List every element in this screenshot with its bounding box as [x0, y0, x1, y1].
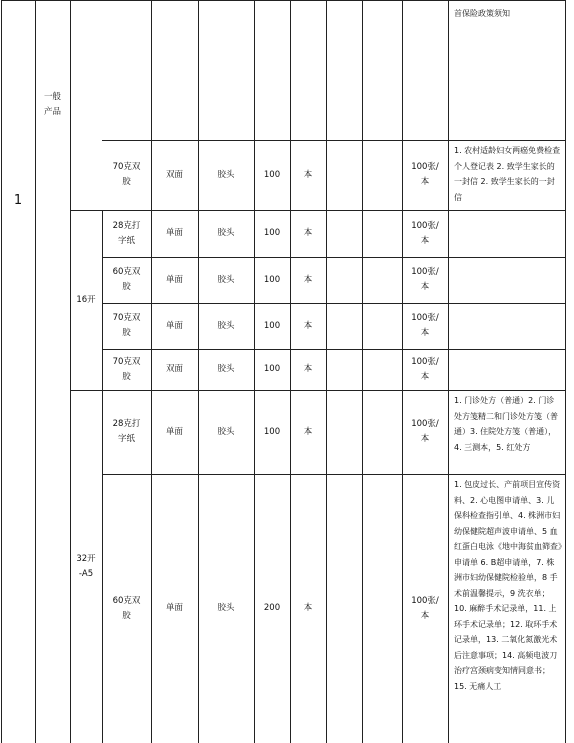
sequence-number: 1 [13, 192, 23, 208]
form-list-note: 1. 包皮过长、产前项目宣传资料、2. 心电图申请单、3. 儿保科检查指引单、4. 株洲市妇幼保健院超声波申请单、5 血红蛋白电泳《地中海贫血筛查》申请单 6. B超申请单，7. 株洲市妇幼保健院检验单，8 手术前温馨提示，9 洗衣单；10. 麻醉手术记录单，11. 上环手术记录单；12. 取环手术记录单，13. 二氧化氮激光术后注意事项；14. 高频电波刀治疗宫颈病变知情同意书；15. 无痛人工 [454, 480, 562, 691]
binding: 胶头 [217, 426, 235, 437]
print-sides: 单面 [165, 228, 183, 238]
form-list-note: 1. 农村适龄妇女两癌免费检查个人登记表 2. 致学生家长的一封信 2. 致学生家长的一封信 [454, 146, 561, 202]
table-border-right [565, 0, 566, 743]
paper-type: 70克双 胶 [112, 162, 141, 187]
top-note: 首保险政策须知 [454, 9, 510, 18]
pack-spec: 100张/ 本 [411, 267, 439, 292]
pack-spec: 100张/ 本 [411, 313, 439, 338]
quantity: 100 [263, 169, 281, 180]
unit: 本 [303, 603, 313, 613]
print-sides: 双面 [165, 169, 183, 180]
table-line [362, 0, 363, 743]
size-label-32k-a5: 32开 -A5 [76, 553, 96, 579]
pack-spec: 100张/ 本 [411, 595, 439, 621]
binding: 胶头 [217, 274, 235, 285]
form-list-note: 1. 门诊处方（普通）2. 门诊处方笺精二和门诊处方笺（普通）3. 住院处方笺（普通），4. 三测本，5. 红处方 [454, 396, 558, 452]
paper-type: 70克双 胶 [112, 356, 141, 382]
binding: 胶头 [217, 169, 235, 180]
paper-type: 70克双 胶 [112, 313, 141, 338]
quantity: 100 [263, 364, 281, 374]
unit: 本 [303, 426, 313, 437]
pack-spec: 100张/ 本 [411, 419, 439, 444]
binding: 胶头 [217, 228, 235, 238]
binding: 胶头 [217, 603, 235, 613]
table-border-top [1, 0, 566, 1]
print-sides: 单面 [165, 274, 183, 285]
quantity: 200 [263, 603, 281, 613]
quantity: 100 [263, 320, 281, 331]
print-sides: 单面 [165, 426, 183, 437]
unit: 本 [303, 228, 313, 238]
quantity: 100 [263, 228, 281, 238]
quantity: 100 [263, 274, 281, 285]
category-label: 一般 产品 [43, 92, 61, 117]
binding: 胶头 [217, 364, 235, 374]
quantity: 100 [263, 426, 281, 437]
print-sides: 双面 [165, 364, 183, 374]
paper-type: 60克双 胶 [112, 595, 141, 621]
table-line [448, 0, 449, 743]
table-line [326, 0, 327, 743]
paper-type: 28克打 字纸 [112, 419, 141, 444]
paper-type: 60克双 胶 [112, 267, 141, 292]
paper-type: 28克打 字纸 [112, 220, 141, 246]
binding: 胶头 [217, 320, 235, 331]
unit: 本 [303, 169, 313, 180]
unit: 本 [303, 320, 313, 331]
pack-spec: 100张/ 本 [411, 162, 439, 187]
unit: 本 [303, 274, 313, 285]
unit: 本 [303, 364, 313, 374]
pack-spec: 100张/ 本 [411, 356, 439, 382]
size-label-16k: 16开 [76, 294, 96, 305]
print-sides: 单面 [165, 603, 183, 613]
print-sides: 单面 [165, 320, 183, 331]
pack-spec: 100张/ 本 [411, 220, 439, 246]
